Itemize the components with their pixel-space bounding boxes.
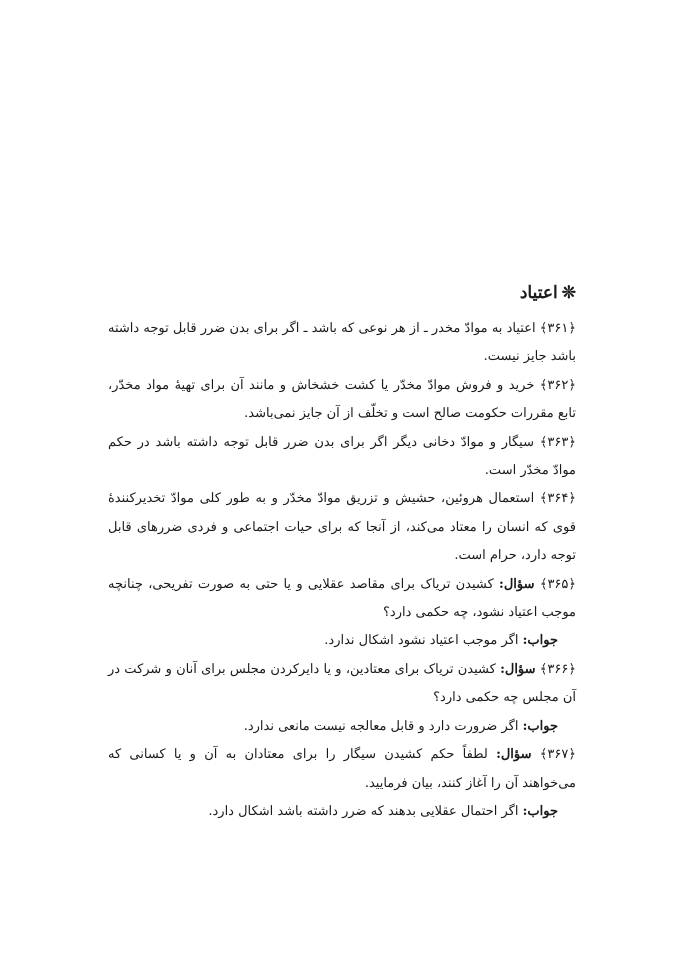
answer-paragraph bbox=[108, 713, 576, 741]
question-text: لطفاً حکم کشیدن سیگار را برای معتادان به آن و یا کسانی که می‌خواهند آن را آغاز کنند، بیان فرمایید. bbox=[108, 747, 576, 791]
answer-text: اگر احتمال عقلایی بدهند که ضرر داشته باشد اشکال دارد. bbox=[208, 803, 519, 819]
answer-text: اگر موجب اعتیاد نشود اشکال ندارد. bbox=[324, 633, 519, 649]
question-text: کشیدن تریاک برای مقاصد عقلایی و یا حتی به صورت تفریحی، چنانچه موجب اعتیاد نشود، چه حکمی دارد؟ bbox=[108, 576, 576, 621]
answer-label: جواب: bbox=[522, 633, 558, 649]
question-paragraph bbox=[108, 741, 576, 798]
ruling-number: ﴿۳۶۲﴾ bbox=[539, 377, 576, 393]
ruling-number: ﴿۳۶۱﴾ bbox=[539, 321, 576, 336]
ruling-paragraph bbox=[108, 372, 576, 429]
ruling-number: ﴿۳۶۳﴾ bbox=[539, 434, 576, 450]
ruling-text: خرید و فروش موادّ مخدّر یا کشت خشخاش و مانند آن برای تهیهٔ مواد مخدّر، تابع مقررات حکومت صالح است و تخلّف از آن جایز نمی‌باشد. bbox=[108, 377, 576, 422]
ruling-text: سیگار و موادّ دخانی دیگر اگر برای بدن ضرر قابل توجه داشته باشد در حکم موادّ مخدّر است. bbox=[108, 434, 576, 479]
question-text: کشیدن تریاک برای معتادین، و یا دایرکردن مجلس برای آنان و شرکت در آن مجلس چه حکمی دارد؟ bbox=[108, 661, 576, 706]
document-page bbox=[108, 276, 576, 826]
section-heading bbox=[108, 276, 576, 310]
question-label: سؤال: bbox=[499, 576, 535, 592]
heading-title: اعتیاد bbox=[519, 283, 558, 303]
ruling-text: استعمال هروئین، حشیش و تزریق موادّ مخدّر و به طور کلی موادّ تخدیرکنندهٔ قوی که انسان را معتاد می‌کند، از آنجا که برای حیات اجتماعی و فردی ضررهای قابل توجه دارد، حرام است. bbox=[108, 491, 576, 564]
ruling-paragraph bbox=[108, 485, 576, 570]
answer-paragraph bbox=[108, 798, 576, 826]
question-label: سؤال: bbox=[500, 661, 536, 677]
question-label: سؤال: bbox=[496, 747, 532, 763]
ruling-paragraph bbox=[108, 429, 576, 486]
question-number: ﴿۳۶۷﴾ bbox=[539, 747, 576, 763]
answer-text: اگر ضرورت دارد و قابل معالجه نیست مانعی ندارد. bbox=[243, 718, 519, 734]
question-number: ﴿۳۶۶﴾ bbox=[539, 661, 576, 677]
heading-star-icon: ❊ bbox=[561, 283, 576, 303]
question-paragraph bbox=[108, 571, 576, 628]
question-paragraph bbox=[108, 656, 576, 713]
answer-label: جواب: bbox=[522, 803, 558, 819]
ruling-paragraph bbox=[108, 315, 576, 372]
ruling-number: ﴿۳۶۴﴾ bbox=[539, 491, 576, 507]
ruling-text: اعتیاد به موادّ مخدر ـ از هر نوعی که باشد ـ اگر برای بدن ضرر قابل توجه داشته باشد جایز نیست. bbox=[108, 321, 576, 365]
question-number: ﴿۳۶۵﴾ bbox=[539, 576, 577, 592]
answer-label: جواب: bbox=[522, 718, 558, 734]
answer-paragraph bbox=[108, 627, 576, 655]
